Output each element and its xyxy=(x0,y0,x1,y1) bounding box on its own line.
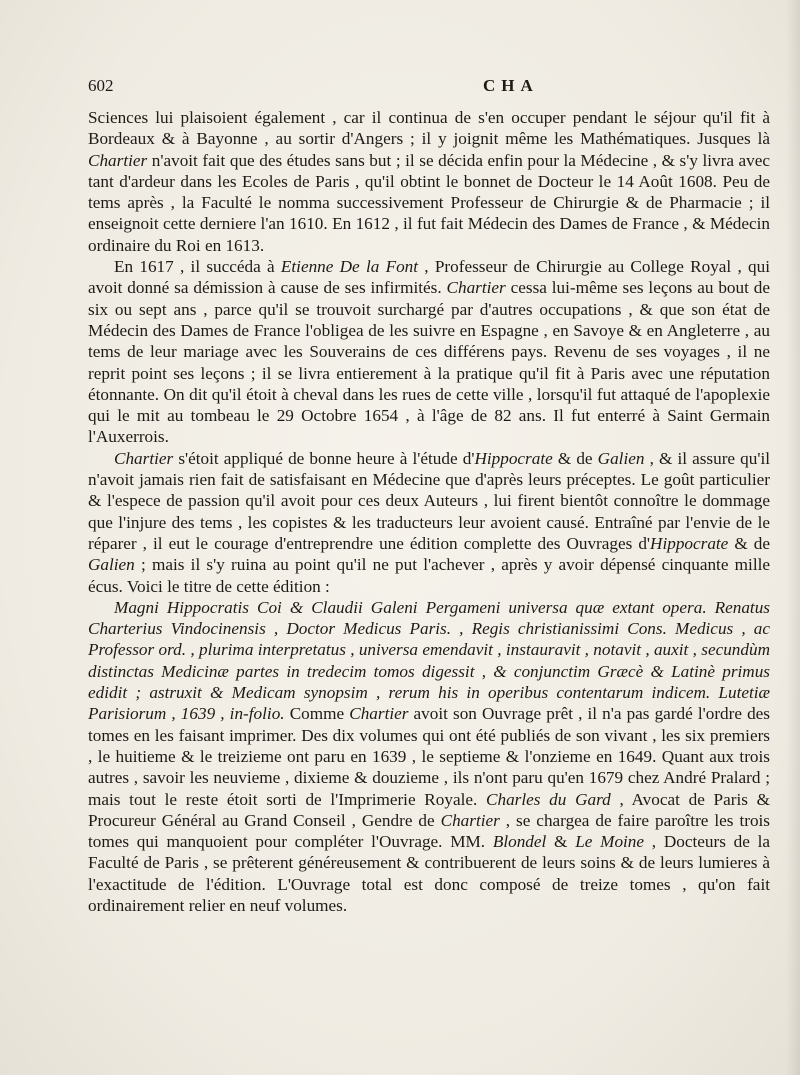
text-run: Comme xyxy=(284,704,350,724)
text-run: s'étoit appliqué de bonne heure à l'étude d' xyxy=(173,448,475,468)
page-edge-shadow xyxy=(786,0,800,1075)
italic-text: Chartier xyxy=(114,448,174,468)
italic-text: Le Moine xyxy=(575,832,645,852)
paragraph xyxy=(88,256,770,448)
italic-text: Chartier xyxy=(349,704,409,724)
text-run: ; mais il s'y ruina au point qu'il ne put l'achever , après y avoir dépensé cinquante mille écus. Voici le titre de cette édition : xyxy=(88,555,770,596)
running-head: CHA xyxy=(483,76,539,95)
text-run: avoit son Ouvrage prêt , il n'a pas gardé l'ordre des tomes en les faisant imprimer. Des dix volumes qui ont été publiés de son vivant , les six premiers , le huitieme & le treizieme ont paru en 1639 , le septieme & l'onzieme en 1649. Quant aux trois autres , savoir les neuvieme , dixieme & douzieme , ils n'ont paru qu'en 1679 chez André Pralard ; mais tout le reste étoit sorti de l'Imprimerie Royale. xyxy=(88,704,770,809)
paragraph xyxy=(88,597,770,916)
italic-text: Magni Hippocratis Coi & Claudii Galeni Pergameni universa quæ extant opera. Renatus Charterius Vindocinensis , Doctor Medicus Paris. , Regis christianissimi Cons. Medicus , ac Professor ord. , plurima interpretatus , universa emendavit , instauravit , notavit , auxit , secundùm distinctas Medicinæ partes in tredecim tomos digessit , & conjunctim Græcè & Latinè primus edidit ; astruxit & Medicam synopsim , rerum his in operibus contentarum indicem. Lutetiæ Parisiorum , 1639 , in-folio. xyxy=(88,597,770,724)
text-run: & xyxy=(546,832,576,852)
italic-text: Etienne De la Font xyxy=(280,257,419,277)
text-run: cessa lui-même ses leçons au bout de six ou sept ans , parce qu'il se trouvoit surchargé par d'autres occupations , & que son état de Médecin des Dames de France l'obligea de les suivre en Espagne , en Savoye & en Angleterre , au tems de leur mariage avec les Souverains de ces différens pays. Revenu de ses voyages , il ne reprit point ses leçons ; il se livra entierement à la pratique qu'il fit à Paris avec une réputation étonnante. On dit qu'il étoit à cheval dans les rues de cette ville , lorsqu'il fut attaqué de l'apoplexie qui le mit au tombeau le 29 Octobre 1654 , à l'âge de 82 ans. Il fut enterré à Saint Germain l'Auxerrois. xyxy=(88,278,770,447)
page-number: 602 xyxy=(88,76,114,95)
page-header xyxy=(88,76,768,102)
text-run: En 1617 , il succéda à xyxy=(114,257,281,277)
text-run: , se chargea de faire paroître les trois tomes qui manquoient pour compléter l'Ouvrage. MM. xyxy=(88,810,770,852)
italic-text: Blondel xyxy=(492,832,547,852)
text-run: , Professeur de Chirurgie au College Royal , qui avoit donné sa démission à cause de ses infirmités. xyxy=(88,257,770,298)
paragraph xyxy=(88,107,770,256)
text-run: , Avocat de Paris & Procureur Général au Grand Conseil , Gendre de xyxy=(88,789,770,830)
italic-text: Hippocrate xyxy=(474,448,553,468)
italic-text: Chartier xyxy=(446,278,506,298)
text-run: , Docteurs de la Faculté de Paris , se prêterent généreusement & contribuerent de leurs soins & de leurs lumieres à l'exactitude de l'édition. L'Ouvrage total est donc composé de treize tomes , qu'on fait ordinairement relier en neuf volumes. xyxy=(88,832,771,915)
italic-text: Charles du Gard xyxy=(486,789,611,809)
text-run: & de xyxy=(552,448,598,468)
italic-text: Chartier xyxy=(440,810,500,830)
italic-text: Galien xyxy=(597,448,645,468)
body-text xyxy=(88,107,770,916)
text-run: n'avoit fait que des études sans but ; il se décida enfin pour la Médecine , & s'y livra avec tant d'ardeur dans les Ecoles de Paris , qu'il obtint le bonnet de Docteur le 14 Août 1608. Peu de tems après , la Faculté le nomma successivement Professeur de Chirurgie & de Pharmacie ; il enseignoit cette derniere l'an 1610. En 1612 , il fut fait Médecin des Dames de France , & Médecin ordinaire du Roi en 1613. xyxy=(88,150,770,255)
paragraph xyxy=(88,448,770,597)
text-run: & de xyxy=(728,533,770,553)
italic-text: Galien xyxy=(88,555,135,575)
text-run: Sciences lui plaisoient également , car il continua de s'en occuper pendant le séjour qu'il fit à Bordeaux & à Bayonne , au sortir d'Angers ; il y joignit même les Mathématiques. Jusques là xyxy=(88,108,770,149)
italic-text: Chartier xyxy=(88,150,148,170)
text-run: , & il assure qu'il n'avoit jamais rien fait de satisfaisant en Médecine que d'après leurs préceptes. Le goût particulier & l'espece de passion qu'il avoit pour ces deux Auteurs , lui firent bientôt connoître le dommage que l'injure des tems , les copistes & les traducteurs leur avoient causé. Entraîné par l'envie de le réparer , il eut le courage d'entreprendre une édition complette des Ouvrages d' xyxy=(88,448,771,553)
italic-text: Hippocrate xyxy=(650,533,729,553)
